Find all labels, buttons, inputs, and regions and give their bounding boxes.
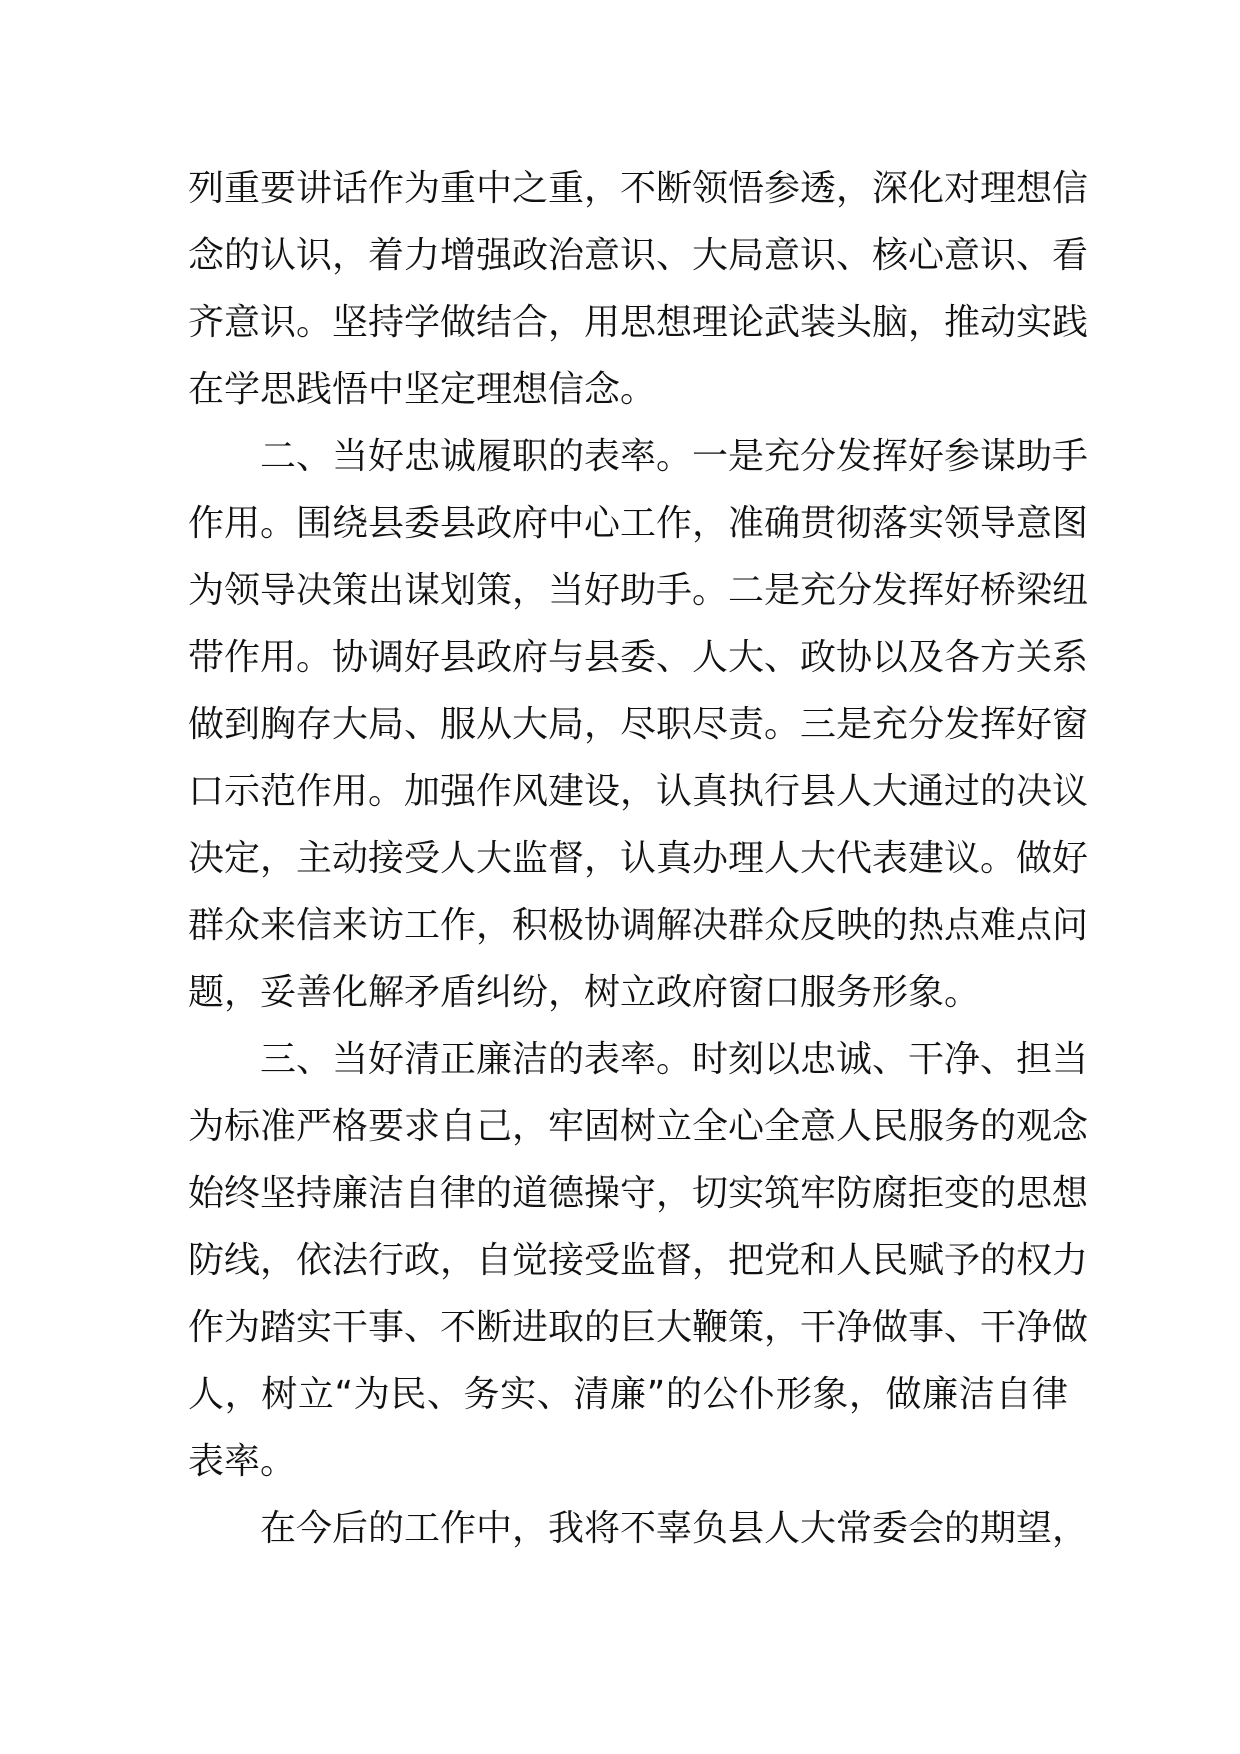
body-text — [188, 155, 1089, 1562]
text-line: 作为踏实干事、不断进取的巨大鞭策，干净做事、干净做 — [188, 1307, 1089, 1348]
text-line: 表率。 — [188, 1441, 297, 1482]
text-line: 为标准严格要求自己，牢固树立全心全意人民服务的观念 — [188, 1106, 1089, 1147]
paragraph-start-line: 二、当好忠诚履职的表率。一是充分发挥好参谋助手 — [260, 436, 1089, 477]
text-line: 题，妥善化解矛盾纠纷，树立政府窗口服务形象。 — [188, 972, 981, 1013]
text-line: 为领导决策出谋划策，当好助手。二是充分发挥好桥梁纽 — [188, 570, 1089, 611]
text-line: 群众来信来访工作，积极协调解决群众反映的热点难点问 — [188, 905, 1089, 946]
text-line: 齐意识。坚持学做结合，用思想理论武装头脑，推动实践 — [188, 302, 1089, 343]
text-line: 念的认识，着力增强政治意识、大局意识、核心意识、看 — [188, 235, 1089, 276]
paragraph-start-line: 在今后的工作中，我将不辜负县人大常委会的期望， — [260, 1508, 1089, 1549]
text-line: 作用。围绕县委县政府中心工作，准确贯彻落实领导意图 — [188, 503, 1089, 544]
text-line: 在学思践悟中坚定理想信念。 — [188, 369, 657, 410]
text-line: 防线，依法行政，自觉接受监督，把党和人民赋予的权力 — [188, 1240, 1089, 1281]
text-line: 列重要讲话作为重中之重，不断领悟参透，深化对理想信 — [188, 168, 1089, 209]
text-line: 带作用。协调好县政府与县委、人大、政协以及各方关系 — [188, 637, 1089, 678]
text-line: 决定，主动接受人大监督，认真办理人大代表建议。做好 — [188, 838, 1089, 879]
text-line: 口示范作用。加强作风建设，认真执行县人大通过的决议 — [188, 771, 1089, 812]
text-line: 人，树立“为民、务实、清廉”的公仆形象，做廉洁自律 — [188, 1374, 1068, 1415]
paragraph-start-line: 三、当好清正廉洁的表率。时刻以忠诚、干净、担当 — [260, 1039, 1089, 1080]
text-line: 做到胸存大局、服从大局，尽职尽责。三是充分发挥好窗 — [188, 704, 1089, 745]
text-line: 始终坚持廉洁自律的道德操守，切实筑牢防腐拒变的思想 — [188, 1173, 1089, 1214]
